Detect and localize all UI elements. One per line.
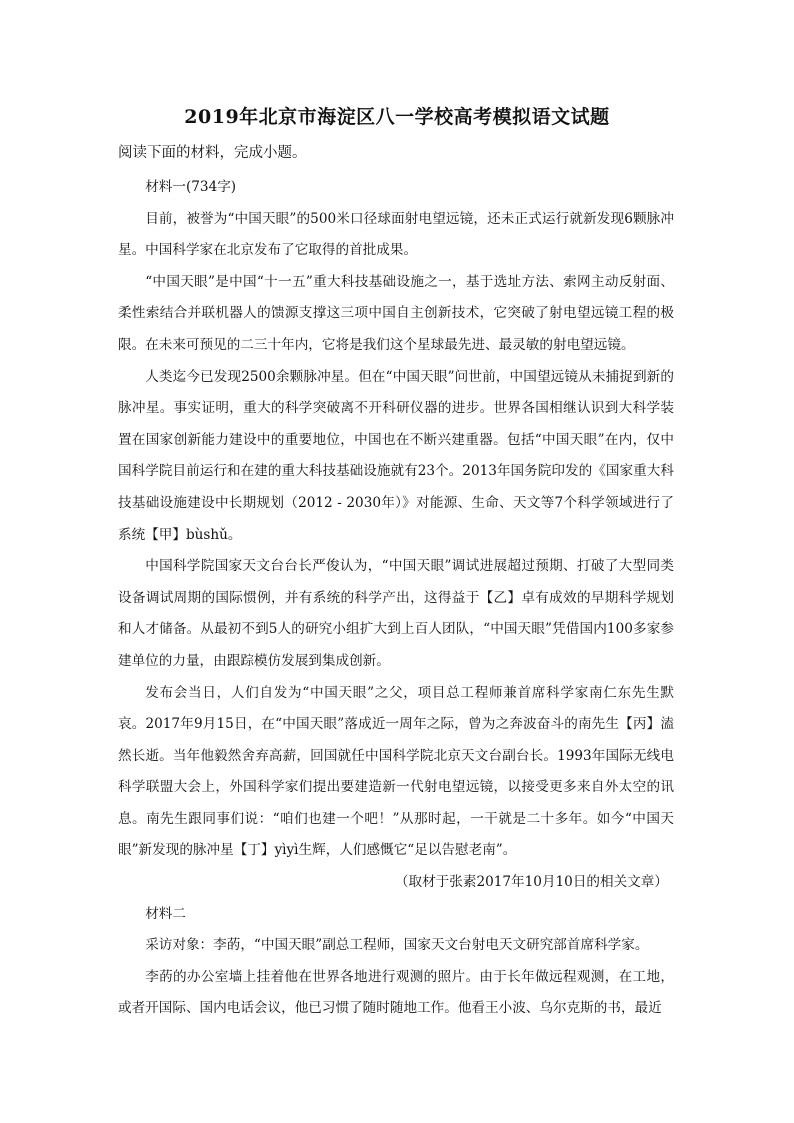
document-body: [118, 172, 674, 1025]
material-one-paragraph: 人类迄今已发现2500余颗脉冲星。但在“中国天眼”问世前，中国望远镜从未捕捉到新的脉冲星。事实证明，重大的科学突破离不开科研仪器的进步。世界各国相继认识到大科学装置在国家创新能力建设中的重要地位，中国也在不断兴建重器。包括“中国天眼”在内，仅中国科学院目前运行和在建的重大科技基础设施就有23个。2013年国务院印发的《国家重大科技基础设施建设中长期规划（2012 - 2030年）》对能源、生命、天文等7个科学领域进行了系统【甲】bùshǔ。: [118, 368, 674, 543]
material-two-paragraph: 采访对象：李菂，“中国天眼”副总工程师，国家天文台射电天文研究部首席科学家。: [145, 937, 649, 954]
instruction-text: 阅读下面的材料，完成小题。: [118, 145, 307, 161]
material-two-heading: 材料二: [145, 905, 186, 922]
material-one-heading: 材料一(734字): [145, 179, 237, 195]
document-title: 2019年北京市海淀区八一学校高考模拟语文试题: [184, 106, 610, 128]
material-one-paragraph: 目前，被誉为“中国天眼”的500米口径球面射电望远镜，还未正式运行就新发现6颗脉冲星。中国科学家在北京发布了它取得的首批成果。: [118, 210, 674, 259]
material-one-paragraph: “中国天眼”是中国“十一五”重大科技基础设施之一，基于选址方法、索网主动反射面、柔性索结合并联机器人的馈源支撑这三项中国自主创新技术，它突破了射电望远镜工程的极限。在未来可预见的二三十年内，它将是我们这个星球最先进、最灵敏的射电望远镜。: [118, 273, 674, 353]
material-one-paragraph: 发布会当日，人们自发为“中国天眼”之父，项目总工程师兼首席科学家南仁东先生默哀。2017年9月15日，在“中国天眼”落成近一周年之际，曾为之奔波奋斗的南先生【丙】溘然长逝。当年他毅然舍弃高薪，回国就任中国科学院北京天文台副台长。1993年国际无线电科学联盟大会上，外国科学家们提出要建造新一代射电望远镜，以接受更多来自外太空的讯息。南先生跟同事们说：“咱们也建一个吧！”从那时起，一干就是二十多年。如今“中国天眼”新发现的脉冲星【丁】yìyì生辉，人们感慨它“足以告慰老南”。: [118, 684, 674, 859]
material-one-paragraph: 中国科学院国家天文台台长严俊认为，“中国天眼”调试进展超过预期、打破了大型同类设备调试周期的国际惯例，并有系统的科学产出，这得益于【乙】卓有成效的早期科学规划和人才储备。从最初不到5人的研究小组扩大到上百人团队，“中国天眼”凭借国内100多家参建单位的力量，由跟踪模仿发展到集成创新。: [118, 558, 674, 669]
material-one-source: （取材于张素2017年10月10日的相关文章）: [394, 874, 668, 891]
material-two-paragraph: 李菂的办公室墙上挂着他在世界各地进行观测的照片。由于长年做远程观测，在工地，或者开国际、国内电话会议，他已习惯了随时随地工作。他看王小波、乌尔克斯的书，最近: [118, 968, 674, 1017]
